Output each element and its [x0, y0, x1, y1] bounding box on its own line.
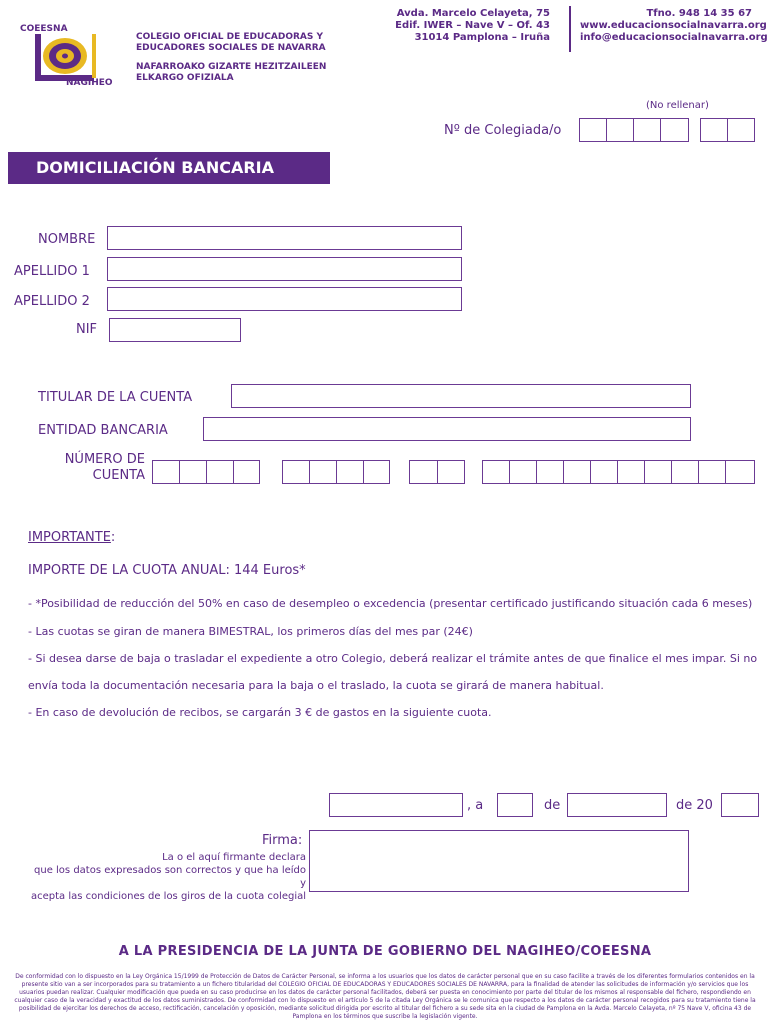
- nombre-label: NOMBRE: [38, 232, 96, 247]
- apellido1-field[interactable]: [107, 257, 462, 281]
- member-number-field-b[interactable]: [700, 118, 755, 142]
- important-heading: IMPORTANTE: [28, 530, 111, 545]
- nombre-field[interactable]: [107, 226, 462, 250]
- legal-line4: cualquier caso de la veracidad y exactitud de los datos suministrados. De conformidad con lo dispuesto en el artículo 5 de la citada Ley Orgánica se le comunica que respecto a los datos de carácter personal recogidos para su tratamiento tiene la: [14, 997, 756, 1004]
- important-heading-block: [28, 530, 115, 545]
- de-text: de: [544, 798, 561, 813]
- account-control-field[interactable]: [409, 460, 465, 484]
- address-line1: Avda. Marcelo Celayeta, 75: [396, 8, 550, 19]
- logo-text-bottom: NAGIHEO: [66, 78, 113, 88]
- comma-a-text: , a: [467, 798, 484, 813]
- account-number-field[interactable]: [482, 460, 755, 484]
- footer-heading: A LA PRESIDENCIA DE LA JUNTA DE GOBIERNO DEL NAGIHEO/COEESNA: [118, 944, 652, 959]
- signature-field[interactable]: [309, 830, 689, 892]
- member-number-label: Nº de Colegiada/o: [444, 123, 562, 138]
- important-heading-colon: :: [110, 530, 116, 545]
- contact-block: [580, 8, 768, 44]
- important-line-1: - *Posibilidad de reducción del 50% en caso de desempleo o excedencia (presentar certificado justificando situación cada 6 meses): [28, 597, 753, 610]
- nif-field[interactable]: [109, 318, 241, 342]
- signature-label: Firma:: [262, 833, 303, 848]
- important-line-4: - En caso de devolución de recibos, se cargarán 3 € de gastos en la siguiente cuota.: [28, 706, 492, 719]
- legal-line1: De conformidad con lo dispuesto en la Ley Orgánica 15/1999 de Protección de Datos de Carácter Personal, se informa a los usuarios que los datos de carácter personal que en su caso facilite a través de los diferentes formularios contenidos en la: [15, 973, 755, 980]
- apellido2-label: APELLIDO 2: [14, 294, 90, 309]
- org-name-es-line2: EDUCADORES SOCIALES DE NAVARRA: [136, 43, 326, 53]
- declaration-line2: que los datos expresados son correctos y que ha leído y: [34, 865, 306, 889]
- month-field[interactable]: [567, 793, 667, 817]
- address-line2: Edif. IWER – Nave V – Of. 43: [395, 20, 550, 31]
- member-number-field-a[interactable]: [579, 118, 689, 142]
- legal-line2: presente sitio van a ser incorporados para su tratamiento a un fichero titularidad del COLEGIO OFICIAL DE EDUCADORAS Y EDUCADORES SOCIALES DE NAVARRA, para la finalidad de atender las solicitudes de información y/o servicios que los: [21, 981, 749, 988]
- declaration-line3: acepta las condiciones de los giros de la cuota colegial: [30, 891, 306, 902]
- signature-declaration: [28, 851, 306, 903]
- page-title: DOMICILIACIÓN BANCARIA: [36, 158, 274, 177]
- important-line-3a: - Si desea darse de baja o trasladar el expediente a otro Colegio, deberá realizar el trámite antes de que finalice el mes impar. Si no: [28, 652, 758, 665]
- address-line3: 31014 Pamplona – Iruña: [414, 32, 550, 43]
- logo-text-top: COEESNA: [20, 24, 68, 34]
- org-name-es-line1: COLEGIO OFICIAL DE EDUCADORAS Y: [136, 32, 323, 42]
- org-name-eu: [136, 62, 326, 84]
- no-fill-note: (No rellenar): [646, 100, 709, 111]
- numero-cuenta-label-line1: NÚMERO DE: [64, 452, 145, 467]
- declaration-line1: La o el aquí firmante declara: [162, 852, 306, 863]
- place-field[interactable]: [329, 793, 463, 817]
- annual-fee-text: IMPORTE DE LA CUOTA ANUAL: 144 Euros*: [28, 563, 306, 578]
- entidad-field[interactable]: [203, 417, 691, 441]
- nif-label: NIF: [76, 322, 98, 337]
- account-office-field[interactable]: [282, 460, 390, 484]
- important-line-2: - Las cuotas se giran de manera BIMESTRAL, los primeros días del mes par (24€): [28, 625, 473, 638]
- legal-notice: [6, 973, 764, 1021]
- titular-label: TITULAR DE LA CUENTA: [38, 390, 193, 405]
- apellido2-field[interactable]: [107, 287, 462, 311]
- email-link[interactable]: info@educacionsocialnavarra.org: [580, 32, 768, 43]
- entidad-label: ENTIDAD BANCARIA: [38, 423, 168, 438]
- important-line-3b: envía toda la documentación necesaria para la baja o el traslado, la cuota se girará de manera habitual.: [28, 679, 604, 692]
- de-20-text: de 20: [676, 798, 713, 813]
- header-divider: [569, 6, 571, 52]
- website-link[interactable]: www.educacionsocialnavarra.org: [580, 20, 767, 31]
- account-entity-field[interactable]: [152, 460, 260, 484]
- phone-text: Tfno. 948 14 35 67: [646, 8, 752, 19]
- apellido1-label: APELLIDO 1: [14, 264, 90, 279]
- org-name-eu-line2: ELKARGO OFIZIALA: [136, 73, 234, 83]
- legal-line6: Pamplona en los términos que suscribe la legislación vigente.: [292, 1013, 478, 1020]
- org-name-es: [136, 32, 326, 54]
- legal-line5: posibilidad de ejercitar los derechos de acceso, rectificación, cancelación y oposición, mediante solicitud dirigida por escrito al titular del fichero a su sede sita en la ciudad de Pamplona en la Avda. Marcelo Celayeta, nº 75 Nave V, oficina 43 de: [18, 1005, 752, 1012]
- numero-cuenta-label-line2: CUENTA: [92, 468, 145, 483]
- numero-cuenta-label: [55, 452, 145, 484]
- titular-field[interactable]: [231, 384, 691, 408]
- day-field[interactable]: [497, 793, 533, 817]
- year-field[interactable]: [721, 793, 759, 817]
- org-name-eu-line1: NAFARROAKO GIZARTE HEZITZAILEEN: [136, 62, 327, 72]
- legal-line3: usuarios puedan realizar. Cualquier modificación que pueda en su caso producirse en los datos de carácter personal facilitados, deberá ser puesta en conocimiento por parte del titular de los mismos al responsable del fichero, respondiendo en: [19, 989, 751, 996]
- address-block: [390, 8, 550, 44]
